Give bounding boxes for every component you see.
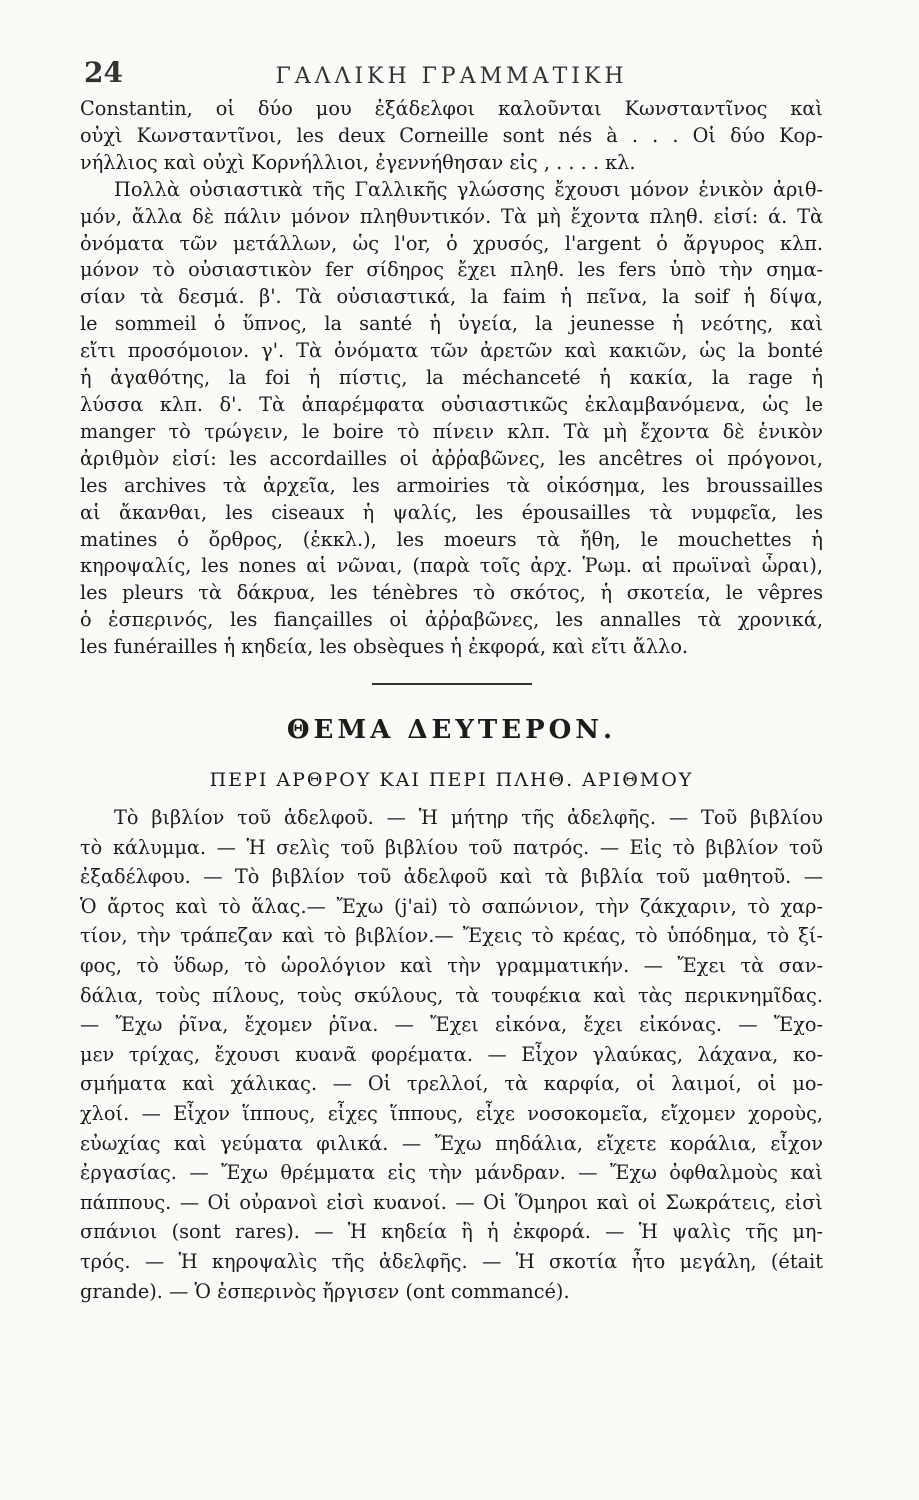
text-line: λύσσα κλπ. δ'. Τὰ ἀπαρέμφατα οὐσιαστικῶς ἐκλαμβανόμενα, ὡς le xyxy=(80,392,823,416)
section-title: ΘΕΜΑ ΔΕΥΤΕΡΟΝ. xyxy=(286,715,617,746)
text-line: ἐργασίας. — Ἔχω θρέμματα εἰς τὴν μάνδραν. — Ἔχω ὀφθαλμοὺς καὶ xyxy=(80,1161,823,1185)
text-line: μεν τρίχας, ἔχουσι κυανᾶ φορέματα. — Εἶχον γλαύκας, λάχανα, κο- xyxy=(80,1042,823,1066)
page-body xyxy=(80,96,823,1306)
text-line: ὁ ἑσπερινός, les fiançailles οἱ ἀῤῥαβῶνες, les annalles τὰ χρονικά, xyxy=(80,608,823,632)
text-line: πάππους. — Οἱ οὐρανοὶ εἰσὶ κυανοί. — Οἱ Ὅμηροι καὶ οἱ Σωκράτεις, εἰσὶ xyxy=(80,1190,823,1214)
page-header xyxy=(80,56,823,96)
text-line: μόν, ἄλλα δὲ πάλιν μόνον πληθυντικόν. Τὰ μὴ ἔχοντα πληθ. εἰσί: ά. Τὰ xyxy=(80,204,823,228)
running-title: ΓΑΛΛΙΚΗ ΓΡΑΜΜΑΤΙΚΗ xyxy=(275,64,628,89)
text-line: ἀριθμὸν εἰσί: les accordailles οἱ ἀῤῥαβῶνες, les ancêtres οἱ πρόγονοι, xyxy=(80,446,823,470)
text-line: κηροψαλίς, les nones αἱ νῶναι, (παρὰ τοῖς ἀρχ. Ῥωμ. αἱ πρωϊναὶ ὧραι), xyxy=(80,554,823,578)
text-line: Πολλὰ οὐσιαστικὰ τῆς Γαλλικῆς γλώσσης ἔχουσι μόνον ἑνικὸν ἀριθ- xyxy=(114,177,823,201)
text-line: Τὸ βιβλίον τοῦ ἀδελφοῦ. — Ἡ μήτηρ τῆς ἀδελφῆς. — Τοῦ βιβλίου xyxy=(114,806,823,830)
text-line: τρός. — Ἡ κηροψαλὶς τῆς ἀδελφῆς. — Ἡ σκοτία ἦτο μεγάλη, (était xyxy=(80,1249,823,1273)
text-line: matines ὁ ὄρθρος, (ἐκκλ.), les moeurs τὰ ἤθη, le mouchettes ἡ xyxy=(80,527,823,551)
text-line: ὀνόματα τῶν μετάλλων, ὡς l'or, ὁ χρυσός, l'argent ὁ ἄργυρος κλπ. xyxy=(80,231,823,255)
text-line: νήλλιος καὶ οὐχὶ Κορνήλλιοι, ἐγεννήθησαν εἰς , . . . . κλ. xyxy=(80,150,636,174)
text-line: σπάνιοι (sont rares). — Ἡ κηδεία ἢ ἡ ἐκφορά. — Ἡ ψαλὶς τῆς μη- xyxy=(80,1220,823,1244)
text-line: εὐωχίας καὶ γεύματα φιλικά. — Ἔχω πηδάλια, εἴχετε κοράλια, εἶχον xyxy=(80,1131,823,1155)
text-line: ἐξαδέλφου. — Τὸ βιβλίον τοῦ ἀδελφοῦ καὶ τὰ βιβλία τοῦ μαθητοῦ. — xyxy=(80,865,823,889)
text-line: ἡ ἀγαθότης, la foi ἡ πίστις, la méchanceté ἡ κακία, la rage ἡ xyxy=(80,366,823,390)
text-line: Constantin, οἱ δύο μου ἐξάδελφοι καλοῦνται Κωνσταντῖνος καὶ xyxy=(80,97,823,120)
text-line: les funérailles ἡ κηδεία, les obsèques ἡ ἐκφορά, καὶ εἴτι ἄλλο. xyxy=(80,635,689,659)
text-line: μόνον τὸ οὐσιαστικὸν fer σίδηρος ἔχει πληθ. les fers ὑπὸ τὴν σημα- xyxy=(80,258,823,282)
text-line: σμήματα καὶ χάλικας. — Οἱ τρελλοί, τὰ καρφία, οἱ λαιμοί, οἱ μο- xyxy=(80,1072,823,1096)
section-subtitle: ΠΕΡΙ ΑΡΘΡΟΥ ΚΑΙ ΠΕΡΙ ΠΛΗΘ. ΑΡΙΘΜΟΥ xyxy=(209,769,694,792)
text-line: σίαν τὰ δεσμά. β'. Τὰ οὐσιαστικά, la faim ἡ πεῖνα, la soif ἡ δίψα, xyxy=(80,285,823,309)
text-line: les pleurs τὰ δάκρυα, les ténèbres τὸ σκότος, ἡ σκοτεία, le vêpres xyxy=(80,581,823,605)
paragraph-exercise xyxy=(80,803,823,1306)
text-line: εἴτι προσόμοιον. γ'. Τὰ ὀνόματα τῶν ἀρετῶν καὶ κακιῶν, ὡς la bonté xyxy=(80,339,823,363)
text-line: οὐχὶ Κωνσταντῖνοι, les deux Corneille sont nés à . . . Οἱ δύο Κορ- xyxy=(80,123,823,147)
text-line: Ὁ ἄρτος καὶ τὸ ἅλας.— Ἔχω (j'ai) τὸ σαπώνιον, τὴν ζάκχαριν, τὸ χαρ- xyxy=(80,894,823,918)
text-line: τὸ κάλυμμα. — Ἡ σελὶς τοῦ βιβλίου τοῦ πατρός. — Εἰς τὸ βιβλίον τοῦ xyxy=(80,835,823,859)
section-divider xyxy=(372,683,532,685)
text-line: les archives τὰ ἀρχεῖα, les armoiries τὰ οἰκόσημα, les broussailles xyxy=(80,473,823,497)
text-line: grande). — Ὁ ἑσπερινὸς ἤργισεν (ont commancé). xyxy=(80,1279,570,1303)
text-line: χλοί. — Εἶχον ἵππους, εἶχες ἵππους, εἶχε νοσοκομεῖα, εἴχομεν χοροὺς, xyxy=(80,1101,823,1125)
paragraph-plural-nouns xyxy=(80,96,823,661)
text-line: φος, τὸ ὕδωρ, τὸ ὡρολόγιον καὶ τὴν γραμματικήν. — Ἔχει τὰ σαν- xyxy=(80,954,823,977)
text-line: αἱ ἄκανθαι, les ciseaux ἡ ψαλίς, les épousailles τὰ νυμφεῖα, les xyxy=(80,500,823,524)
text-line: τίον, τὴν τράπεζαν καὶ τὸ βιβλίον.— Ἔχεις τὸ κρέας, τὸ ὑπόδημα, τὸ ξί- xyxy=(80,924,823,948)
page-number: 24 xyxy=(84,56,123,89)
text-line: δάλια, τοὺς πίλους, τοὺς σκύλους, τὰ τουφέκια καὶ τὰς περικνημῖδας. xyxy=(80,983,823,1007)
text-line: manger τὸ τρώγειν, le boire τὸ πίνειν κλπ. Τὰ μὴ ἔχοντα δὲ ἑνικὸν xyxy=(80,419,823,443)
text-line: — Ἔχω ῥῖνα, ἔχομεν ῥῖνα. — Ἔχει εἰκόνα, ἔχει εἰκόνας. — Ἔχο- xyxy=(80,1013,823,1037)
text-line: le sommeil ὁ ὕπνος, la santé ἡ ὑγεία, la jeunesse ἡ νεότης, καὶ xyxy=(80,312,823,336)
